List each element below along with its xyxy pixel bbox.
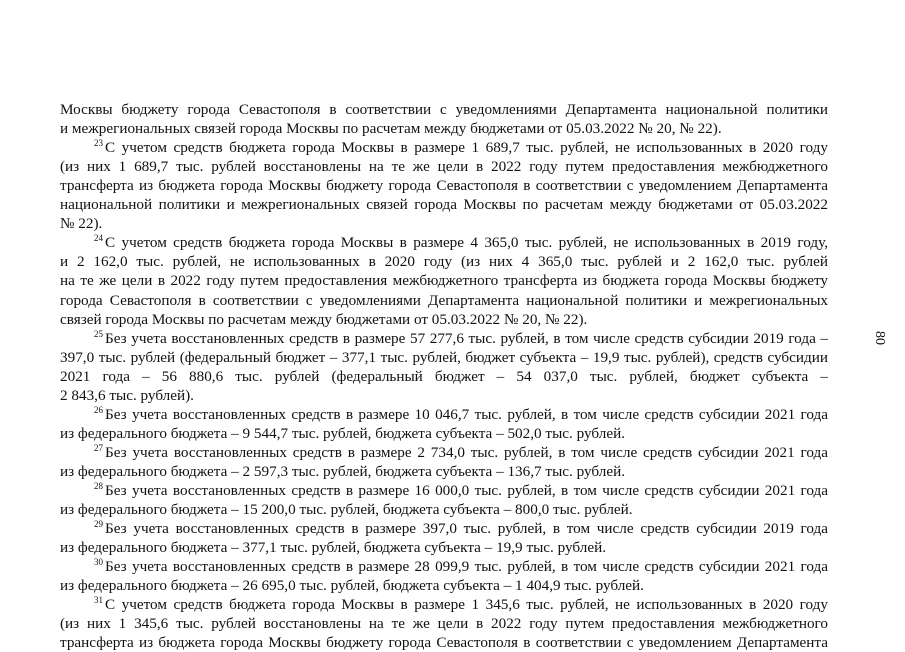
text-line	[60, 271, 828, 290]
line-text: Без учета восстановленных средств в размере 2 734,0 тыс. рублей, в том числе средств субсидии 2021 года	[105, 443, 828, 461]
text-line	[60, 157, 828, 176]
line-text: С учетом средств бюджета города Москвы в размере 1 689,7 тыс. рублей, не использованных в 2020 году	[105, 139, 828, 157]
footnote-first-line	[94, 329, 828, 348]
footnote-marker: 26	[94, 404, 103, 415]
line-text: Без учета восстановленных средств в размере 28 099,9 тыс. рублей, в том числе средств субсидии 2021 года	[105, 558, 828, 576]
footnote-marker: 30	[94, 557, 103, 568]
line-text: и межрегиональных связей города Москвы по расчетам между бюджетами от 05.03.2022 № 20, № 22).	[60, 120, 722, 138]
line-text: 397,0 тыс. рублей (федеральный бюджет – 377,1 тыс. рублей, бюджет субъекта – 19,9 тыс. рублей), средств субсидии	[60, 348, 828, 366]
line-text: Без учета восстановленных средств в размере 57 277,6 тыс. рублей, в том числе средств субсидии 2019 года –	[105, 329, 828, 347]
footnote-marker: 29	[94, 519, 103, 530]
line-text: Москвы бюджету города Севастополя в соответствии с уведомлениями Департамента национальной политики	[60, 101, 828, 118]
text-line	[60, 500, 633, 519]
footnote-first-line	[94, 138, 828, 157]
footnote-marker: 23	[94, 138, 103, 149]
text-line	[60, 633, 828, 652]
text-line	[60, 291, 828, 310]
text-line	[60, 614, 828, 633]
line-text: 2 843,6 тыс. рублей).	[60, 386, 194, 404]
text-line	[60, 176, 828, 195]
footnote-first-line	[94, 595, 828, 614]
line-text: из федерального бюджета – 15 200,0 тыс. рублей, бюджета субъекта – 800,0 тыс. рублей.	[60, 501, 633, 519]
line-text: трансферта из бюджета города Москвы бюджету города Севастополя в соответствии с уведомлением Департамента	[60, 634, 828, 652]
footnote-first-line	[94, 405, 828, 424]
footnote-marker: 27	[94, 442, 103, 453]
footnote-marker: 28	[94, 481, 103, 491]
footnote-first-line	[94, 443, 828, 462]
text-line	[60, 576, 644, 595]
footnote-marker: 25	[94, 328, 103, 339]
line-text: № 22).	[60, 215, 103, 233]
text-line	[60, 538, 606, 557]
text-line	[60, 252, 828, 271]
text-line	[60, 424, 625, 443]
line-text: из федерального бюджета – 2 597,3 тыс. рублей, бюджета субъекта – 136,7 тыс. рублей.	[60, 462, 625, 480]
text-line	[60, 348, 828, 367]
footnote-marker: 24	[94, 233, 103, 244]
line-text: национальной политики и межрегиональных связей города Москвы по расчетам между бюджетами от 05.03.2022	[60, 196, 828, 214]
line-text: Без учета восстановленных средств в размере 397,0 тыс. рублей, в том числе средств субсидии 2019 года	[105, 520, 828, 538]
line-text: из федерального бюджета – 377,1 тыс. рублей, бюджета субъекта – 19,9 тыс. рублей.	[60, 539, 607, 557]
line-text: трансферта из бюджета города Москвы бюджету города Севастополя в соответствии с уведомлением Департамента	[60, 177, 828, 195]
text-line	[60, 386, 194, 405]
page-number: 80	[872, 331, 887, 345]
line-text: города Севастополя в соответствии с уведомлениями Департамента национальной политики и межрегиональных	[60, 291, 828, 309]
line-text: и 2 162,0 тыс. рублей, не использованных в 2020 году (из них 4 365,0 тыс. рублей и 2 162,0 тыс. рублей	[60, 253, 828, 271]
line-text: из федерального бюджета – 9 544,7 тыс. рублей, бюджета субъекта – 502,0 тыс. рублей.	[60, 424, 625, 442]
line-text: С учетом средств бюджета города Москвы в размере 1 345,6 тыс. рублей, не использованных в 2020 году	[105, 596, 828, 614]
line-text: из федерального бюджета – 26 695,0 тыс. рублей, бюджета субъекта – 1 404,9 тыс. рублей.	[60, 577, 644, 595]
line-text: Без учета восстановленных средств в размере 10 046,7 тыс. рублей, в том числе средств субсидии 2021 года	[105, 405, 828, 423]
text-line	[60, 195, 828, 214]
text-line	[60, 100, 828, 119]
text-line	[60, 310, 587, 329]
text-line	[60, 462, 625, 481]
line-text: (из них 1 689,7 тыс. рублей восстановлены на те же цели в 2022 году путем предоставления межбюджетного	[60, 158, 828, 176]
line-text: Без учета восстановленных средств в размере 16 000,0 тыс. рублей, в том числе средств субсидии 2021 года	[105, 482, 828, 499]
line-text: 2021 года – 56 880,6 тыс. рублей (федеральный бюджет – 54 037,0 тыс. рублей, бюджет субъекта –	[60, 367, 828, 385]
footnote-first-line	[94, 557, 828, 576]
line-text: (из них 1 345,6 тыс. рублей восстановлены на те же цели в 2022 году путем предоставления межбюджетного	[60, 615, 828, 633]
text-line	[60, 119, 722, 138]
footnote-first-line	[94, 519, 828, 538]
text-line	[60, 214, 102, 233]
text-line	[60, 367, 828, 386]
line-text: С учетом средств бюджета города Москвы в размере 4 365,0 тыс. рублей, не использованных в 2019 году,	[105, 234, 828, 252]
line-text: связей города Москвы по расчетам между бюджетами от 05.03.2022 № 20, № 22).	[60, 310, 588, 328]
footnote-first-line	[94, 481, 828, 500]
line-text: на те же цели в 2022 году путем предоставления межбюджетного трансферта из бюджета города Москвы бюджету	[60, 272, 828, 290]
footnote-marker: 31	[94, 595, 103, 606]
footnote-first-line	[94, 233, 828, 252]
